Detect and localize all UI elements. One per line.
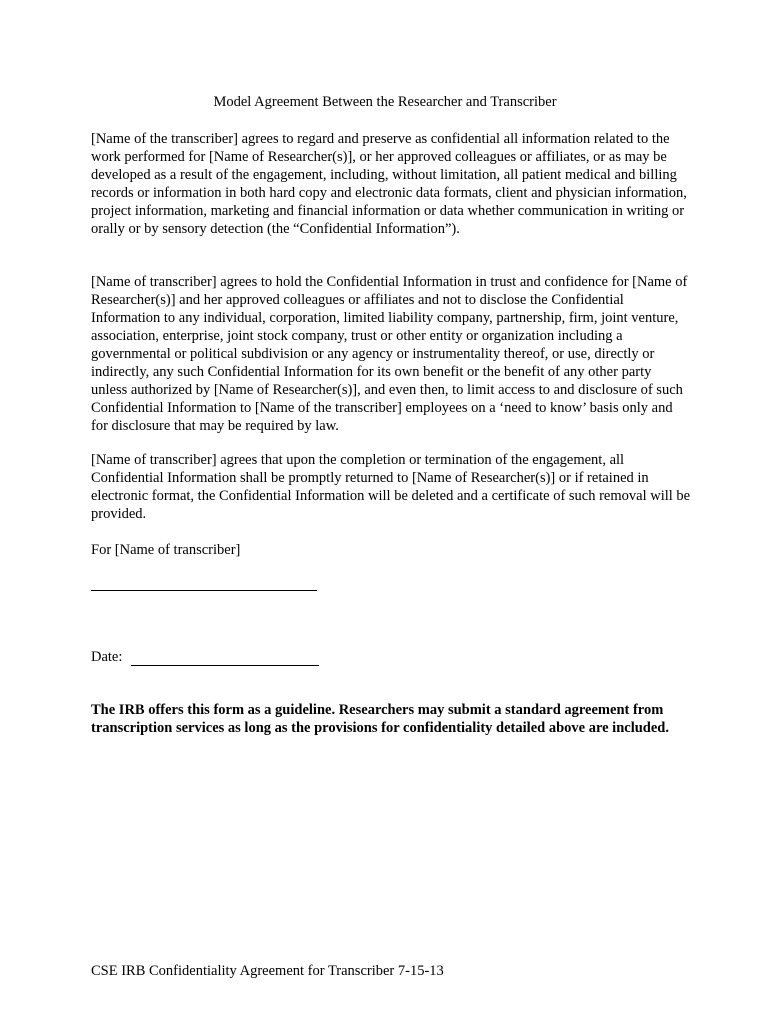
- page-footer: CSE IRB Confidentiality Agreement for Transcriber 7-15-13: [91, 963, 444, 979]
- signature-line[interactable]: [91, 590, 317, 591]
- nondisclosure-paragraph: [Name of transcriber] agrees to hold the Confidential Information in trust and confidence for [Name of Researcher(s)] and her approved colleagues or affiliates and not to disclose the Confidential Information to any individual, corporation, limited liability company, partnership, firm, joint venture, association, enterprise, joint stock company, trust or other entity or organization including a governmental or political subdivision or any agency or instrumentality thereof, or use, directly or indirectly, any such Confidential Information for its own benefit or the benefit of any other party unless authorized by [Name of Researcher(s)], and even then, to limit access to and disclosure of such Confidential Information to [Name of the transcriber] employees on a ‘need to know’ basis only and for disclosure that may be required by law.: [91, 274, 688, 434]
- date-field-line[interactable]: [131, 651, 319, 666]
- signatory-label: For [Name of transcriber]: [91, 542, 241, 558]
- date-label: Date:: [91, 649, 123, 665]
- confidentiality-paragraph: [Name of the transcriber] agrees to regard and preserve as confidential all information related to the work performed for [Name of Researcher(s)], or her approved colleagues or affiliates, or as may be developed as a result of the engagement, including, without limitation, all patient medical and billing records or information in both hard copy and electronic data formats, client and physician information, project information, marketing and financial information or data whether communication in writing or orally or by sensory detection (the “Confidential Information”).: [91, 131, 687, 237]
- irb-notice: The IRB offers this form as a guideline. Researchers may submit a standard agreement from transcription services as long as the provisions for confidentiality detailed above are included.: [91, 702, 669, 736]
- date-row: [91, 648, 319, 666]
- document-title: Model Agreement Between the Researcher and Transcriber: [213, 94, 557, 110]
- return-of-information-paragraph: [Name of transcriber] agrees that upon the completion or termination of the engagement, all Confidential Information shall be promptly returned to [Name of Researcher(s)] or if retained in electronic format, the Confidential Information will be deleted and a certificate of such removal will be provided.: [91, 452, 691, 522]
